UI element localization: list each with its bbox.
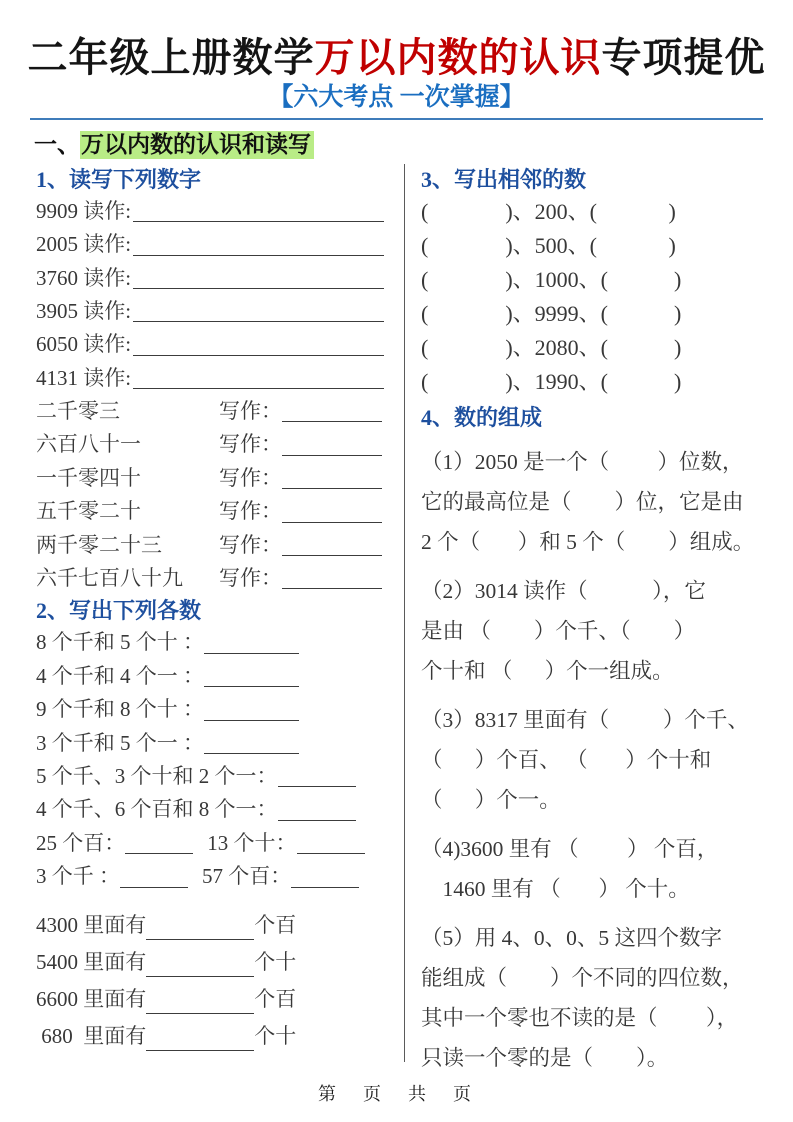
paragraph-line: 个十和 （ ）个一组成。 [421, 658, 674, 683]
paragraph-line: 1460 里有 （ ） 个十。 [421, 876, 690, 901]
contains-row [36, 909, 386, 946]
compose-label: 5 个千、3 个十和 2 个一： [36, 764, 278, 788]
answer-blank [133, 255, 384, 256]
read-row [36, 295, 386, 328]
number-in-words: 六千七百八十九 [36, 566, 183, 591]
answer-blank [133, 388, 384, 389]
write-label: 写作： [219, 432, 282, 457]
read-row [36, 262, 386, 295]
answer-blank [146, 1013, 254, 1014]
composition-question-1 [421, 442, 773, 562]
answer-blank [282, 555, 382, 556]
right-column [405, 164, 773, 1078]
double-compose-row [36, 827, 386, 860]
neighbor-row: ( )、2080、( ) [421, 334, 682, 360]
neighbor-row: ( )、200、( ) [421, 198, 676, 224]
subsection-4-title: 4、数的组成 [421, 404, 543, 430]
write-row [36, 395, 386, 428]
read-row [36, 362, 386, 395]
answer-blank [297, 853, 365, 854]
compose-label: 57 个百： [202, 864, 292, 889]
contains-prefix: 680 里面有 [36, 1023, 147, 1048]
contains-prefix: 5400 里面有 [36, 949, 147, 974]
compose-label: 13 个十： [207, 830, 297, 855]
contains-prefix: 6600 里面有 [36, 986, 147, 1011]
write-label: 写作： [219, 399, 282, 424]
write-label: 写作： [219, 465, 282, 490]
double-compose-row [36, 860, 386, 893]
paragraph-line: （2）3014 读作（ ），它 [421, 578, 706, 603]
answer-blank [282, 421, 382, 422]
answer-blank [204, 653, 299, 654]
write-label: 写作： [219, 566, 282, 591]
paragraph-line: （4)3600 里有 （ ） 个百， [421, 836, 719, 861]
write-row [36, 495, 386, 528]
answer-blank [146, 939, 254, 940]
compose-label: 4 个千和 4 个一 ： [36, 663, 204, 688]
title-text-black-right: 专项提优 [601, 35, 766, 80]
answer-blank [125, 853, 193, 854]
paragraph-line: （1）2050 是一个（ ）位数， [421, 449, 744, 474]
answer-blank [120, 887, 188, 888]
number-in-words: 六百八十一 [36, 432, 141, 457]
paragraph-line: 只读一个零的是（ ）。 [421, 1045, 669, 1070]
write-row [36, 562, 386, 595]
title-text-red: 万以内数的认识 [314, 35, 602, 80]
write-label: 写作： [219, 532, 282, 557]
compose-label: 8 个千和 5 个十 ： [36, 630, 204, 655]
read-row [36, 195, 386, 228]
section-one-prefix: 一、 [34, 131, 80, 157]
compose-row [36, 793, 386, 826]
composition-question-2 [421, 571, 773, 691]
contains-suffix: 个十 [254, 1023, 297, 1048]
read-row [36, 228, 386, 261]
left-column [36, 164, 386, 1078]
answer-blank [133, 221, 384, 222]
answer-blank [133, 321, 384, 322]
two-column-area [36, 164, 773, 1078]
answer-blank [291, 887, 359, 888]
paragraph-line: （5）用 4、0、0、5 这四个数字 [421, 925, 723, 950]
paragraph-line: （3）8317 里面有（ ）个千、 [421, 707, 749, 732]
header-rule [30, 118, 763, 120]
title-text-black-left: 二年级上册数学 [27, 35, 315, 80]
paragraph-line: 2 个（ ）和 5 个（ ）组成。 [421, 529, 755, 554]
paragraph-line: （ ）个一。 [421, 787, 561, 812]
answer-blank [282, 455, 382, 456]
neighbor-row: ( )、1000、( ) [421, 266, 682, 292]
read-row-label: 2005 读作: [36, 232, 132, 257]
read-row-label: 3760 读作: [36, 265, 132, 290]
answer-blank [278, 786, 356, 787]
page-title [0, 34, 793, 82]
section-one-heading [34, 129, 793, 160]
compose-label: 25 个百： [36, 830, 126, 855]
compose-label: 3 个千和 5 个一 ： [36, 730, 204, 755]
page-subtitle: 【六大考点 一次掌握】 [268, 84, 525, 111]
contains-row [36, 983, 386, 1020]
read-row [36, 328, 386, 361]
compose-row [36, 626, 386, 659]
answer-blank [133, 355, 384, 356]
compose-row [36, 660, 386, 693]
number-in-words: 五千零二十 [36, 499, 141, 524]
contains-prefix: 4300 里面有 [36, 912, 147, 937]
number-in-words: 一千零四十 [36, 465, 141, 490]
number-in-words: 二千零三 [36, 399, 120, 424]
paragraph-line: 能组成（ ）个不同的四位数， [421, 965, 744, 990]
paragraph-line: （ ）个百、 （ ）个十和 [421, 747, 712, 772]
contains-row [36, 946, 386, 983]
compose-label: 4 个千、6 个百和 8 个一： [36, 797, 278, 822]
compose-label: 9 个千和 8 个十 ： [36, 697, 204, 722]
contains-suffix: 个百 [254, 986, 297, 1011]
paragraph-line: 它的最高位是（ ）位，它是由 [421, 489, 744, 514]
answer-blank [282, 588, 382, 589]
section-one-highlighted-text: 万以内数的认识和读写 [80, 131, 314, 159]
answer-blank [282, 488, 382, 489]
number-in-words: 两千零二十三 [36, 532, 162, 557]
contains-suffix: 个百 [254, 912, 297, 937]
compose-label: 3 个千 ： [36, 864, 120, 889]
read-row-label: 4131 读作: [36, 365, 132, 390]
write-row [36, 428, 386, 461]
compose-row [36, 727, 386, 760]
paragraph-line: 是由 （ ）个千、（ ） [421, 618, 696, 643]
compose-row [36, 693, 386, 726]
composition-question-4 [421, 829, 773, 909]
contains-row [36, 1020, 386, 1057]
answer-blank [204, 686, 299, 687]
subsection-1-title: 1、读写下列数字 [36, 166, 202, 192]
compose-row [36, 760, 386, 793]
answer-blank [204, 720, 299, 721]
write-row [36, 462, 386, 495]
answer-blank [133, 288, 384, 289]
contains-suffix: 个十 [254, 949, 297, 974]
read-row-label: 3905 读作: [36, 298, 132, 323]
write-row [36, 529, 386, 562]
paragraph-line: 其中一个零也不读的是（ ）， [421, 1005, 739, 1030]
neighbor-row: ( )、1990、( ) [421, 368, 682, 394]
read-row-label: 9909 读作: [36, 198, 132, 223]
answer-blank [146, 1050, 254, 1051]
answer-blank [278, 820, 356, 821]
subsection-2-title: 2、写出下列各数 [36, 598, 202, 624]
subsection-3-title: 3、写出相邻的数 [421, 166, 587, 192]
write-label: 写作： [219, 499, 282, 524]
answer-blank [282, 522, 382, 523]
answer-blank [204, 753, 299, 754]
composition-question-5 [421, 918, 773, 1078]
answer-blank [146, 976, 254, 977]
spacer [36, 894, 386, 909]
page-footer: 第 页 共 页 [317, 1084, 475, 1104]
composition-question-3 [421, 700, 773, 820]
neighbor-row: ( )、9999、( ) [421, 300, 682, 326]
neighbor-row: ( )、500、( ) [421, 232, 676, 258]
read-row-label: 6050 读作: [36, 332, 132, 357]
